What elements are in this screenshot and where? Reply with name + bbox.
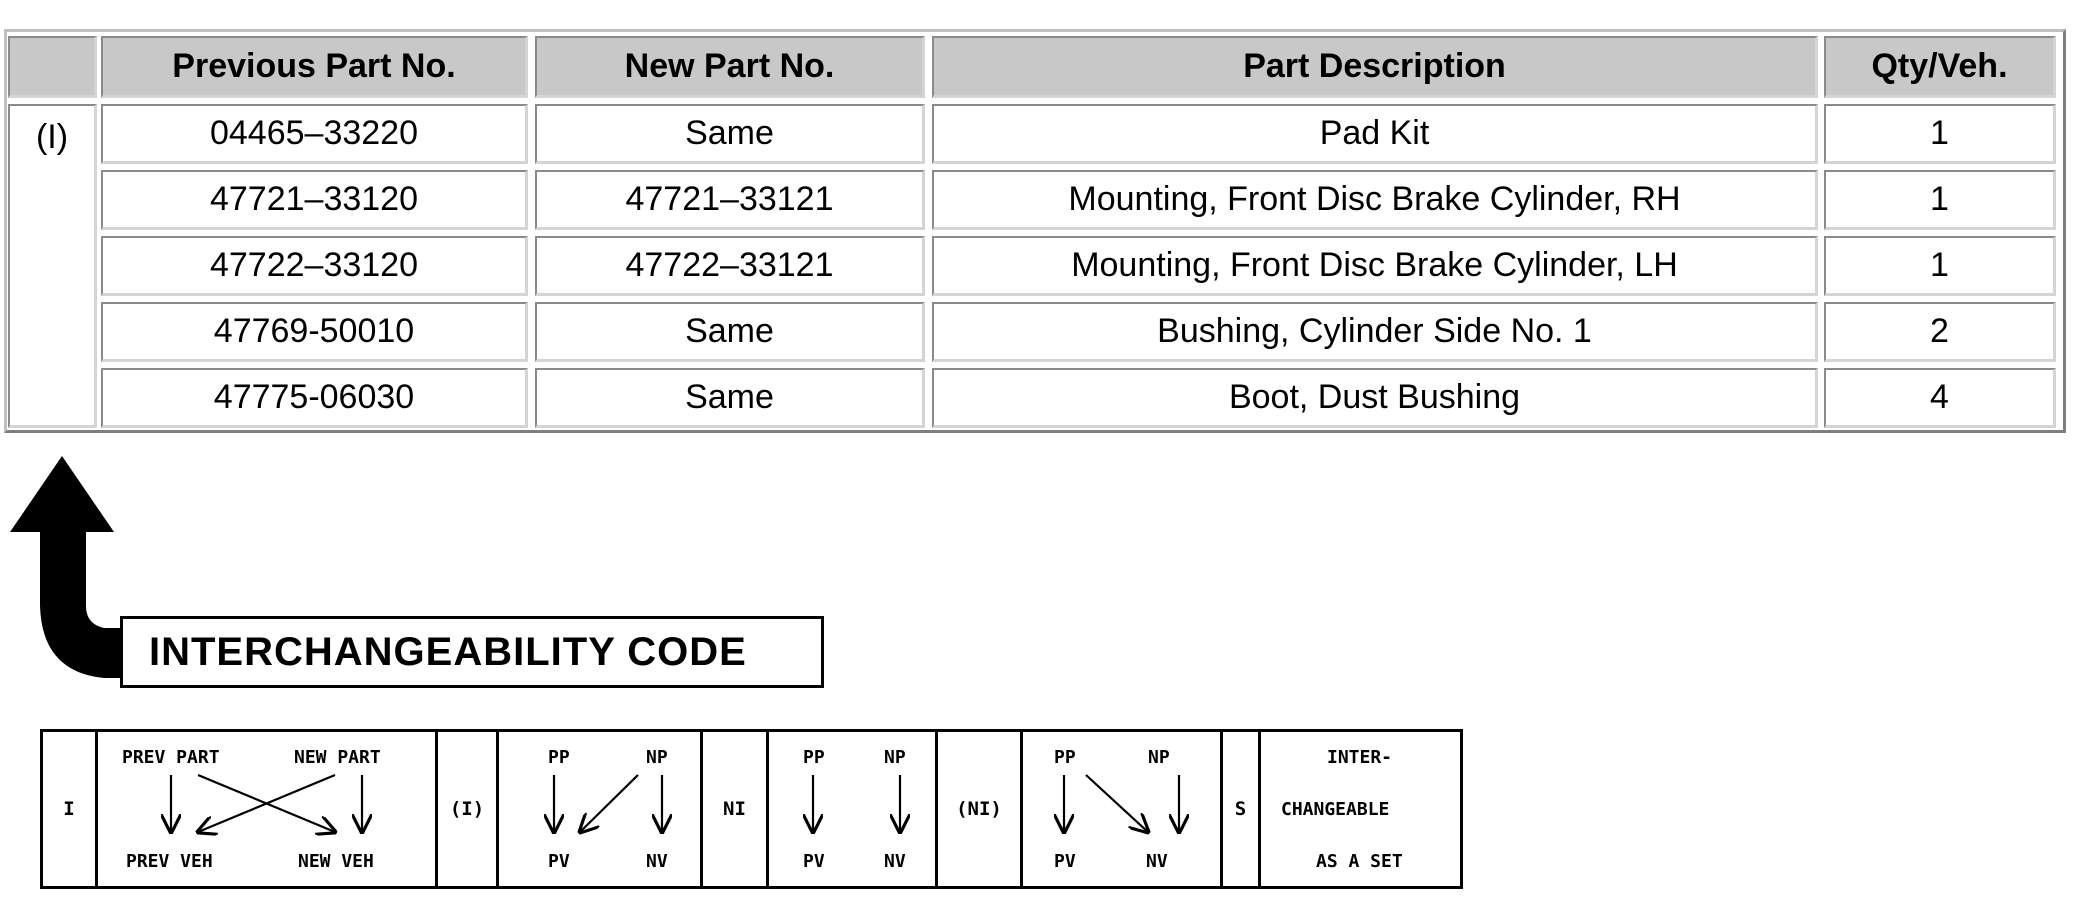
legend-pi-np: NP	[646, 747, 668, 768]
table-row-3-desc: Mounting, Front Disc Brake Cylinder, LH	[932, 236, 1818, 296]
table-row-5-prev: 47775-06030	[101, 368, 528, 428]
legend-prev-part-label: PREV PART	[122, 747, 220, 768]
table-row-4-new: Same	[535, 302, 925, 362]
legend-code-ni: NI	[700, 729, 769, 889]
legend-arrows-icon	[40, 729, 1466, 889]
table-row-5-desc: Boot, Dust Bushing	[932, 368, 1818, 428]
legend-prev-veh-label: PREV VEH	[126, 851, 213, 872]
table-row-3-new: 47722–33121	[535, 236, 925, 296]
table-row-3-prev: 47722–33120	[101, 236, 528, 296]
legend-code-s: S	[1220, 729, 1261, 889]
header-code-column	[8, 36, 97, 98]
table-row-4-desc: Bushing, Cylinder Side No. 1	[932, 302, 1818, 362]
table-row-2-desc: Mounting, Front Disc Brake Cylinder, RH	[932, 170, 1818, 230]
legend-code-paren-ni: (NI)	[935, 729, 1023, 889]
table-row-2-prev: 47721–33120	[101, 170, 528, 230]
legend-pi-pp: PP	[548, 747, 570, 768]
table-row-1-prev: 04465–33220	[101, 104, 528, 164]
thick-curved-up-arrow-icon	[8, 456, 138, 686]
legend-pni-pp: PP	[1054, 747, 1076, 768]
interchangeability-code-cell: (I)	[8, 104, 97, 428]
legend-pi-pv: PV	[548, 851, 570, 872]
header-new-part-no: New Part No.	[535, 36, 925, 98]
header-previous-part-no: Previous Part No.	[101, 36, 528, 98]
table-row-5-new: Same	[535, 368, 925, 428]
legend-ni-nv: NV	[884, 851, 906, 872]
legend-code-i: I	[40, 729, 98, 889]
legend-ni-np: NP	[884, 747, 906, 768]
legend-pni-np: NP	[1148, 747, 1170, 768]
legend-ni-pp: PP	[803, 747, 825, 768]
legend-ni-pv: PV	[803, 851, 825, 872]
table-row-1-new: Same	[535, 104, 925, 164]
table-row-2-new: 47721–33121	[535, 170, 925, 230]
header-qty-veh: Qty/Veh.	[1824, 36, 2056, 98]
table-row-1-desc: Pad Kit	[932, 104, 1818, 164]
table-row-4-prev: 47769-50010	[101, 302, 528, 362]
legend-pni-pv: PV	[1054, 851, 1076, 872]
interchangeability-code-label: INTERCHANGEABILITY CODE	[120, 616, 824, 688]
legend-new-part-label: NEW PART	[294, 747, 381, 768]
interchangeability-legend	[40, 729, 1466, 889]
legend-new-veh-label: NEW VEH	[298, 851, 374, 872]
legend-code-paren-i: (I)	[435, 729, 499, 889]
table-row-5-qty: 4	[1824, 368, 2056, 428]
legend-pi-nv: NV	[646, 851, 668, 872]
legend-pni-nv: NV	[1146, 851, 1168, 872]
table-row-1-qty: 1	[1824, 104, 2056, 164]
table-row-4-qty: 2	[1824, 302, 2056, 362]
legend-s-line-3: AS A SET	[1316, 851, 1403, 872]
header-part-description: Part Description	[932, 36, 1818, 98]
table-row-2-qty: 1	[1824, 170, 2056, 230]
table-row-3-qty: 1	[1824, 236, 2056, 296]
legend-s-line-2: CHANGEABLE	[1281, 799, 1390, 820]
legend-s-line-1: INTER-	[1327, 747, 1393, 768]
